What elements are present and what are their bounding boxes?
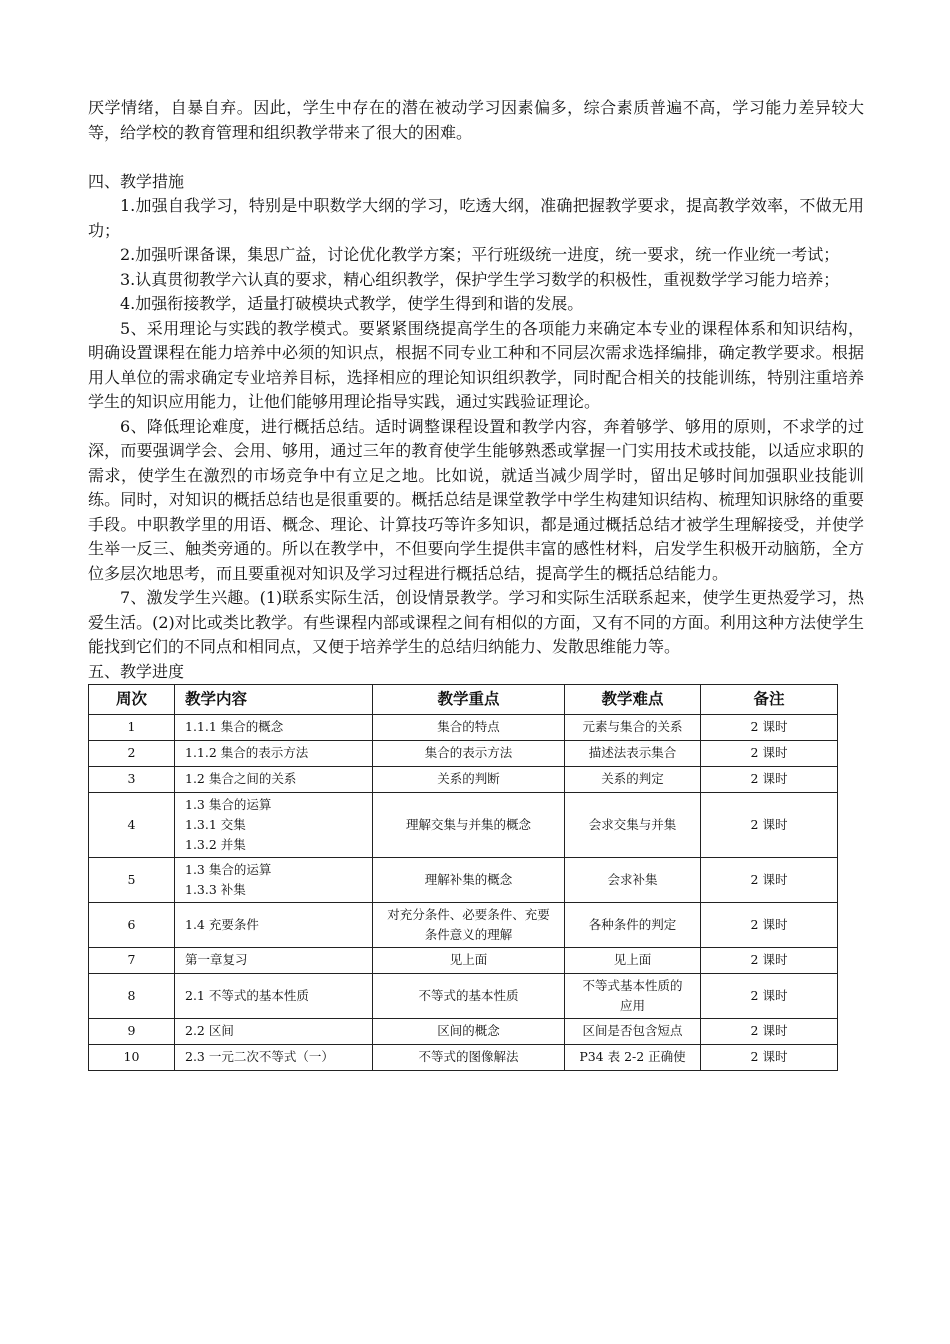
cell-line: 第一章复习 xyxy=(185,952,248,967)
cell-difficulty xyxy=(565,714,701,740)
cell-line: 区间的概念 xyxy=(437,1023,500,1038)
cell-difficulty xyxy=(565,740,701,766)
cell-line: P34 表 2-2 正确使 xyxy=(579,1049,686,1064)
table-row xyxy=(89,714,838,740)
cell-note: 2 课时 xyxy=(701,766,838,792)
cell-week: 6 xyxy=(89,902,175,947)
cell-content xyxy=(175,792,373,857)
cell-line: 见上面 xyxy=(449,952,488,967)
cell-line: 2.1 不等式的基本性质 xyxy=(185,987,309,1003)
cell-content xyxy=(175,973,373,1018)
cell-focus xyxy=(373,1044,565,1070)
cell-line: 会求补集 xyxy=(607,871,658,887)
table-row xyxy=(89,1044,838,1070)
cell-week: 5 xyxy=(89,857,175,902)
cell-line: 集合的特点 xyxy=(437,719,500,734)
cell-note: 2 课时 xyxy=(701,1018,838,1044)
table-row xyxy=(89,766,838,792)
table-row xyxy=(89,973,838,1018)
header-week: 周次 xyxy=(89,685,175,715)
cell-line: 对充分条件、必要条件、充要 xyxy=(387,906,550,922)
cell-note: 2 课时 xyxy=(701,902,838,947)
cell-note: 2 课时 xyxy=(701,973,838,1018)
measure-item: 6、降低理论难度，进行概括总结。适时调整课程设置和教学内容，奔着够学、够用的原则，不求学的过深，而要强调学会、会用、够用，通过三年的教育使学生能够熟悉或掌握一门实用技术或技能，以适应求职的需求，使学生在激烈的市场竞争中有立足之地。比如说，就适当减少周学时，留出足够时间加强职业技能训练。同时，对知识的概括总结也是很重要的。概括总结是课堂教学中学生构建知识结构、梳理知识脉络的重要手段。中职教学里的用语、概念、理论、计算技巧等许多知识，都是通过概括总结才被学生理解接受，并使学生举一反三、触类旁通的。所以在教学中，不但要向学生提供丰富的感性材料，启发学生积极开动脑筋，全方位多层次地思考，而且要重视对知识及学习过程进行概括总结，提高学生的概括总结能力。 xyxy=(88,416,864,583)
cell-focus xyxy=(373,792,565,857)
table-header-row xyxy=(89,685,838,715)
header-focus: 教学重点 xyxy=(373,685,565,715)
cell-line: 1.3.1 交集 xyxy=(185,816,246,832)
intro-paragraph xyxy=(88,96,864,145)
cell-focus xyxy=(373,714,565,740)
cell-line: 区间是否包含短点 xyxy=(582,1023,683,1038)
cell-line: 关系的判定 xyxy=(601,771,664,786)
intro-line: 力差异较大等，给学校的教育管理和组织教学带来了很大的困难。 xyxy=(88,98,864,142)
cell-week: 3 xyxy=(89,766,175,792)
cell-content xyxy=(175,766,373,792)
cell-line: 集合的表示方法 xyxy=(424,745,513,760)
cell-focus xyxy=(373,740,565,766)
cell-content xyxy=(175,947,373,973)
cell-line: 1.1.1 集合的概念 xyxy=(185,719,284,734)
cell-line: 不等式基本性质的 xyxy=(582,977,683,993)
cell-week: 1 xyxy=(89,714,175,740)
cell-difficulty xyxy=(565,1044,701,1070)
cell-content xyxy=(175,902,373,947)
cell-line: 见上面 xyxy=(613,952,652,967)
measure-item: 2.加强听课备课，集思广益，讨论优化教学方案；平行班级统一进度，统一要求，统一作业统一考试； xyxy=(120,245,840,264)
cell-note: 2 课时 xyxy=(701,792,838,857)
cell-difficulty xyxy=(565,947,701,973)
cell-line: 应用 xyxy=(619,997,645,1013)
cell-note: 2 课时 xyxy=(701,947,838,973)
cell-difficulty xyxy=(565,973,701,1018)
schedule-table xyxy=(88,684,838,1071)
cell-difficulty xyxy=(565,792,701,857)
cell-line: 理解补集的概念 xyxy=(424,871,513,887)
cell-line: 会求交集与并集 xyxy=(588,816,677,832)
cell-line: 不等式的基本性质 xyxy=(418,987,519,1003)
cell-line: 1.3 集合的运算 xyxy=(185,861,272,877)
table-row xyxy=(89,1018,838,1044)
cell-week: 7 xyxy=(89,947,175,973)
cell-line: 不等式的图像解法 xyxy=(418,1049,519,1064)
cell-line: 1.3.3 补集 xyxy=(185,881,246,897)
cell-note: 2 课时 xyxy=(701,714,838,740)
blank-line xyxy=(88,145,864,170)
cell-line: 条件意义的理解 xyxy=(424,926,513,942)
cell-line: 各种条件的判定 xyxy=(588,916,677,932)
document-page xyxy=(88,96,864,1071)
cell-note: 2 课时 xyxy=(701,857,838,902)
table-row xyxy=(89,792,838,857)
table-row xyxy=(89,947,838,973)
measure-item: 7、激发学生兴趣。(1)联系实际生活，创设情景教学。学习和实际生活联系起来，使学生更热爱学习，热爱生活。(2)对比或类比教学。有些课程内部或课程之间有相似的方面，又有不同的方面。利用这种方法使学生能找到它们的不同点和相同点，又便于培养学生的总结归纳能力、发散思维能力等。 xyxy=(88,588,864,656)
cell-content xyxy=(175,1044,373,1070)
cell-line: 2.2 区间 xyxy=(185,1023,234,1038)
cell-focus xyxy=(373,902,565,947)
measure-item: 1.加强自我学习，特别是中职数学大纲的学习，吃透大纲，准确把握教学要求，提高教学效率，不做无用功； xyxy=(88,196,864,240)
cell-week: 2 xyxy=(89,740,175,766)
cell-note: 2 课时 xyxy=(701,1044,838,1070)
cell-content xyxy=(175,740,373,766)
measure-item: 4.加强衔接教学，适量打破模块式教学，使学生得到和谐的发展。 xyxy=(120,294,584,313)
cell-focus xyxy=(373,766,565,792)
cell-content xyxy=(175,714,373,740)
cell-line: 描述法表示集合 xyxy=(588,745,677,760)
cell-line: 1.3 集合的运算 xyxy=(185,796,272,812)
cell-line: 1.2 集合之间的关系 xyxy=(185,771,297,786)
cell-content xyxy=(175,857,373,902)
intro-line: 厌学情绪，自暴自弃。因此，学生中存在的潜在被动学习因素偏多，综合素质普遍不高，学习能 xyxy=(88,98,782,117)
cell-focus xyxy=(373,857,565,902)
cell-difficulty xyxy=(565,902,701,947)
cell-line: 1.4 充要条件 xyxy=(185,916,259,932)
cell-line: 2.3 一元二次不等式（一） xyxy=(185,1049,334,1064)
cell-week: 4 xyxy=(89,792,175,857)
cell-week: 10 xyxy=(89,1044,175,1070)
cell-difficulty xyxy=(565,1018,701,1044)
section-heading-measures: 四、教学措施 xyxy=(88,171,185,191)
cell-difficulty xyxy=(565,857,701,902)
header-note: 备注 xyxy=(701,685,838,715)
cell-week: 9 xyxy=(89,1018,175,1044)
cell-focus xyxy=(373,947,565,973)
cell-focus xyxy=(373,973,565,1018)
header-difficulty: 教学难点 xyxy=(565,685,701,715)
cell-line: 1.3.2 并集 xyxy=(185,836,246,852)
cell-focus xyxy=(373,1018,565,1044)
cell-note: 2 课时 xyxy=(701,740,838,766)
cell-week: 8 xyxy=(89,973,175,1018)
measure-item: 3.认真贯彻教学六认真的要求，精心组织教学，保护学生学习数学的积极性，重视数学学习能力培养； xyxy=(120,269,840,289)
table-row xyxy=(89,857,838,902)
table-body xyxy=(89,714,838,1070)
table-row xyxy=(89,902,838,947)
cell-line: 元素与集合的关系 xyxy=(582,719,683,734)
section-heading-schedule: 五、教学进度 xyxy=(88,661,185,681)
cell-line: 理解交集与并集的概念 xyxy=(405,816,531,832)
measure-item: 5、采用理论与实践的教学模式。要紧紧围绕提高学生的各项能力来确定本专业的课程体系和知识结构，明确设置课程在能力培养中必须的知识点，根据不同专业工种和不同层次需求选择编排，确定教学要求。根据用人单位的需求确定专业培养目标，选择相应的理论知识组织教学，同时配合相关的技能训练，特别注重培养学生的知识应用能力，让他们能够用理论指导实践，通过实践验证理论。 xyxy=(88,318,864,411)
cell-line: 关系的判断 xyxy=(437,771,500,786)
table-row xyxy=(89,740,838,766)
header-content: 教学内容 xyxy=(175,685,373,715)
cell-line: 1.1.2 集合的表示方法 xyxy=(185,745,309,760)
cell-content xyxy=(175,1018,373,1044)
cell-difficulty xyxy=(565,766,701,792)
